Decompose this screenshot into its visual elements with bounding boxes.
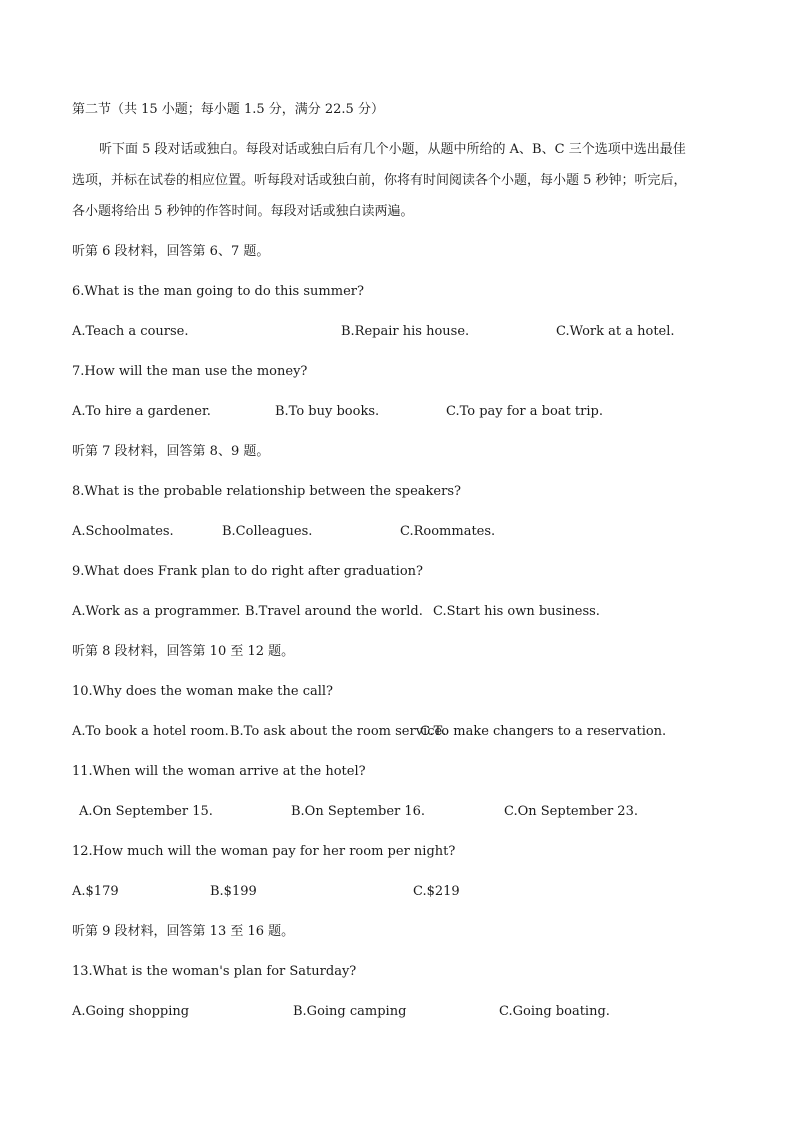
question-6: 6.What is the man going to do this summer? xyxy=(72,284,364,299)
options-8 xyxy=(72,522,732,542)
instructions-line-3: 各小题将给出 5 秒钟的作答时间。每段对话或独白读两遍。 xyxy=(72,204,414,219)
question-7: 7.How will the man use the money? xyxy=(72,364,308,379)
material-heading-8: 听第 8 段材料，回答第 10 至 12 题。 xyxy=(72,644,295,659)
option-8b: B.Colleagues. xyxy=(222,524,313,539)
options-10 xyxy=(72,722,732,742)
option-7c: C.To pay for a boat trip. xyxy=(446,404,603,419)
option-10a: A.To book a hotel room. xyxy=(72,724,229,739)
instructions xyxy=(72,140,732,222)
option-11c: C.On September 23. xyxy=(504,804,638,819)
option-12a: A.$179 xyxy=(72,884,119,899)
options-12 xyxy=(72,882,732,902)
question-12: 12.How much will the woman pay for her room per night? xyxy=(72,844,456,859)
option-10c: C.To make changers to a reservation. xyxy=(420,724,667,739)
material-heading-9: 听第 9 段材料，回答第 13 至 16 题。 xyxy=(72,924,295,939)
question-13: 13.What is the woman's plan for Saturday? xyxy=(72,964,357,979)
section-title: 第二节（共 15 小题；每小题 1.5 分，满分 22.5 分） xyxy=(72,102,384,117)
options-13 xyxy=(72,1002,732,1022)
option-13c: C.Going boating. xyxy=(499,1004,610,1019)
option-7b: B.To buy books. xyxy=(275,404,380,419)
options-6 xyxy=(72,322,732,342)
options-7 xyxy=(72,402,732,422)
material-heading-6: 听第 6 段材料，回答第 6、7 题。 xyxy=(72,244,270,259)
material-heading-7: 听第 7 段材料，回答第 8、9 题。 xyxy=(72,444,270,459)
option-11b: B.On September 16. xyxy=(291,804,426,819)
option-9c: C.Start his own business. xyxy=(433,604,600,619)
option-12b: B.$199 xyxy=(210,884,257,899)
question-11: 11.When will the woman arrive at the hotel? xyxy=(72,764,366,779)
option-6c: C.Work at a hotel. xyxy=(556,324,675,339)
option-9a: A.Work as a programmer. xyxy=(72,604,241,619)
option-10b: B.To ask about the room service. xyxy=(230,724,447,739)
option-9b: B.Travel around the world. xyxy=(245,604,423,619)
option-12c: C.$219 xyxy=(413,884,460,899)
option-11a: A.On September 15. xyxy=(79,804,213,819)
question-8: 8.What is the probable relationship between the speakers? xyxy=(72,484,461,499)
option-13a: A.Going shopping xyxy=(72,1004,190,1019)
instructions-line-1: 听下面 5 段对话或独白。每段对话或独白后有几个小题，从题中所给的 A、B、C 三个选项中选出最佳 xyxy=(99,142,686,157)
option-6a: A.Teach a course. xyxy=(72,324,189,339)
question-10: 10.Why does the woman make the call? xyxy=(72,684,334,699)
question-9: 9.What does Frank plan to do right after graduation? xyxy=(72,564,423,579)
option-8a: A.Schoolmates. xyxy=(72,524,174,539)
option-8c: C.Roommates. xyxy=(400,524,496,539)
options-11 xyxy=(72,802,732,822)
option-13b: B.Going camping xyxy=(293,1004,407,1019)
exam-page xyxy=(72,100,732,1022)
options-9 xyxy=(72,602,732,622)
option-6b: B.Repair his house. xyxy=(341,324,470,339)
instructions-line-2: 选项，并标在试卷的相应位置。听每段对话或独白前，你将有时间阅读各个小题，每小题 5 秒钟；听完后， xyxy=(72,173,687,188)
option-7a: A.To hire a gardener. xyxy=(72,404,211,419)
